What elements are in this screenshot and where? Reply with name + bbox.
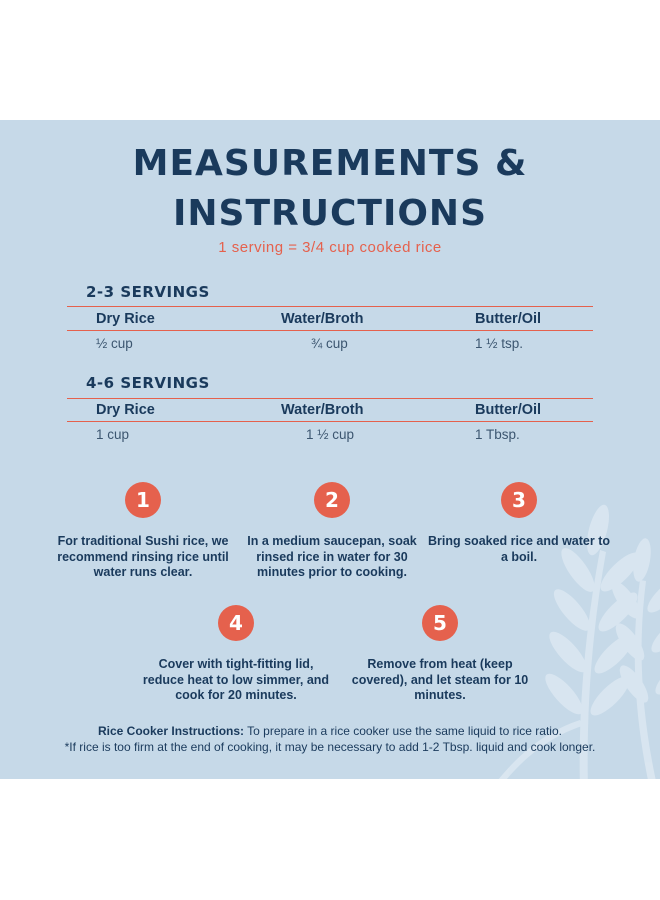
page-title-line-1: MEASUREMENTS & <box>132 143 528 184</box>
step-5-number-badge: 5 <box>422 605 458 641</box>
step-5-text: Remove from heat (keep covered), and let steam for 10 minutes. <box>351 657 529 702</box>
column-header-water-broth: Water/Broth <box>281 311 364 327</box>
step-4-text: Cover with tight-fitting lid, reduce heat to low simmer, and cook for 20 minutes. <box>142 657 330 702</box>
table-rule-middle <box>67 421 593 422</box>
table-rule-top <box>67 306 593 307</box>
serving-note: 1 serving = 3/4 cup cooked rice <box>218 239 442 256</box>
step-3-number-badge: 3 <box>501 482 537 518</box>
value-water-broth: 1 ½ cup <box>306 427 355 442</box>
firmness-note: *If rice is too firm at the end of cooking, it may be necessary to add 1-2 Tbsp. liquid and cook longer. <box>64 740 596 754</box>
column-header-butter-oil: Butter/Oil <box>475 402 542 418</box>
value-dry-rice: ½ cup <box>96 336 133 351</box>
step-1-text: For traditional Sushi rice, we recommend rinsing rice until water runs clear. <box>57 534 229 579</box>
value-dry-rice: 1 cup <box>96 427 130 442</box>
section-title-2-3-servings: 2-3 SERVINGS <box>86 283 210 301</box>
table-rule-top <box>67 398 593 399</box>
step-2-number-badge: 2 <box>314 482 350 518</box>
table-4-6-servings <box>67 398 593 458</box>
value-butter-oil: 1 Tbsp. <box>475 427 520 442</box>
rice-cooker-label: Rice Cooker Instructions: <box>98 724 245 738</box>
step-4-number-badge: 4 <box>218 605 254 641</box>
rice-cooker-text: To prepare in a rice cooker use the same liquid to rice ratio. <box>244 724 562 738</box>
page-title-line-2: INSTRUCTIONS <box>173 193 487 234</box>
column-header-butter-oil: Butter/Oil <box>475 311 542 327</box>
instructions-panel <box>0 120 660 779</box>
step-1-number-badge: 1 <box>125 482 161 518</box>
column-header-water-broth: Water/Broth <box>281 402 364 418</box>
section-title-4-6-servings: 4-6 SERVINGS <box>86 374 210 392</box>
rice-cooker-instructions <box>0 723 660 739</box>
value-water-broth: ¾ cup <box>311 336 348 351</box>
table-rule-middle <box>67 330 593 331</box>
value-butter-oil: 1 ½ tsp. <box>475 336 524 351</box>
step-2-text: In a medium saucepan, soak rinsed rice in water for 30 minutes prior to cooking. <box>247 534 417 579</box>
column-header-dry-rice: Dry Rice <box>96 402 155 418</box>
table-2-3-servings <box>67 306 593 366</box>
column-header-dry-rice: Dry Rice <box>96 311 155 327</box>
step-3-text: Bring soaked rice and water to a boil. <box>428 534 610 564</box>
